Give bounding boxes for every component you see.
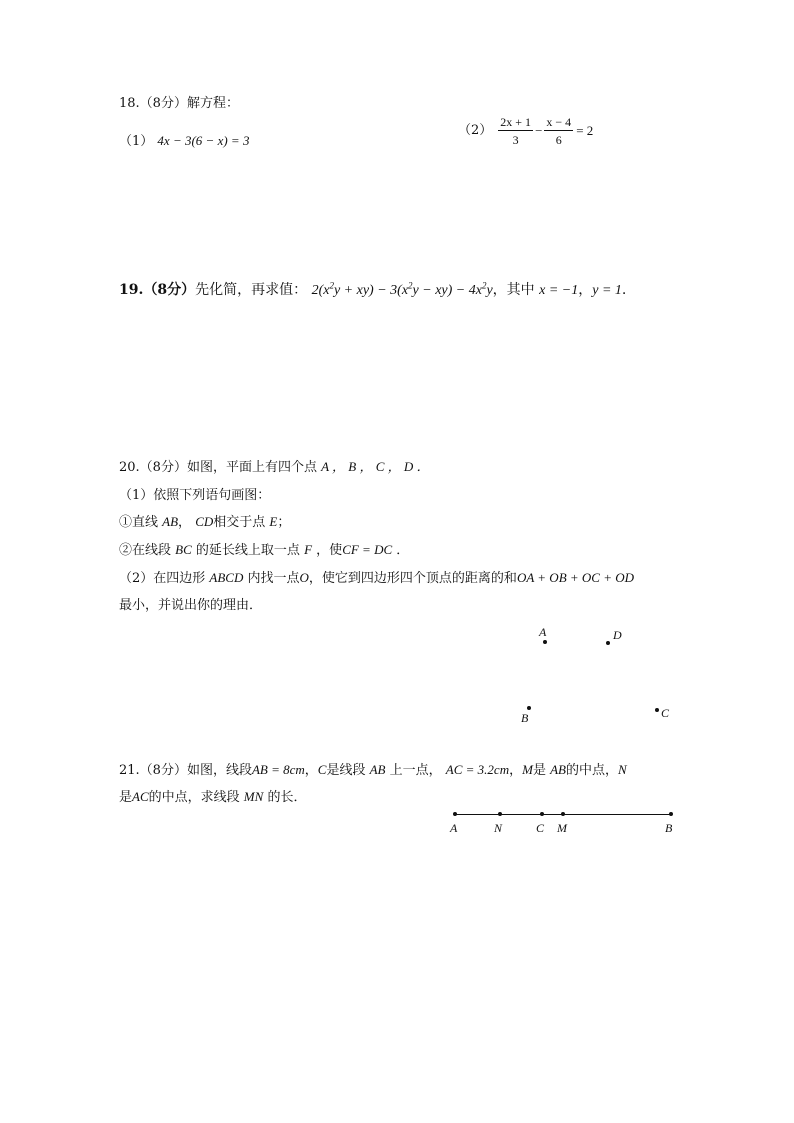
seg-point-b-label: B (665, 821, 673, 835)
q21-line2 (119, 789, 306, 806)
point-d-label: D (613, 628, 622, 642)
q18-part1-num: （1） (119, 134, 154, 149)
q20-item2-c: ，使 (316, 543, 343, 558)
seg-point-c-dot (540, 812, 544, 816)
q19-sup-1: 2 (329, 280, 334, 291)
point-d-dot (606, 641, 610, 645)
seg-point-c-label: C (536, 821, 545, 835)
q18-fraction-2 (544, 115, 573, 147)
q21-a: 21.（8分）如图，线段 (119, 763, 252, 778)
q20-item1-a: ①直线 (119, 515, 159, 530)
q18-part1-expr: 4x − 3(6 − x) = 3 (157, 133, 250, 148)
q21-e: ， (509, 763, 523, 778)
q19-sup-3: 2 (481, 280, 487, 291)
point-a-dot (543, 640, 547, 644)
q19-comma: ， (578, 282, 593, 298)
point-a-label: A (539, 625, 547, 639)
q19-end: . (621, 282, 627, 298)
q21-c: 是线段 (326, 763, 366, 778)
q18-minus: − (535, 123, 543, 138)
seg-point-a-label: A (450, 821, 458, 835)
q20-item1 (119, 514, 290, 531)
q21-ab-3: AB (550, 762, 566, 777)
q18-rhs: = 2 (576, 123, 594, 138)
q20-sub2-sum: OA + OB + OC + OD (516, 570, 635, 585)
q20-sub2-o: O (299, 570, 309, 585)
q20-item2-b: 的延长线上取一点 (195, 543, 300, 558)
q20-sub2-b: 内找一点 (247, 571, 300, 586)
q19-line (119, 281, 626, 300)
point-c-dot (655, 708, 659, 712)
q20-line1 (119, 459, 430, 476)
q18-fraction-2-denominator: 6 (555, 133, 562, 147)
q20-points: A ， B ， C ， D ． (321, 459, 430, 474)
q20-sub2-a: （2）在四边形 (119, 571, 206, 586)
q21-line2-c: 的长． (267, 790, 307, 805)
seg-point-n-label: N (494, 821, 503, 835)
q19-expression (311, 280, 493, 298)
q20-item1-c: 相交于点 (213, 515, 266, 530)
q20-item1-b: ， (178, 515, 192, 530)
q21-b: ， (304, 763, 318, 778)
q19-expr-b: y + xy) − 3(x (333, 283, 409, 298)
q20-item2 (119, 542, 409, 559)
q20-sub2-line2: 最小，并说出你的理由． (119, 598, 263, 613)
q20-item2-a: ②在线段 (119, 543, 172, 558)
q20-item2-f: F (304, 542, 313, 557)
q18-fraction-1-numerator: 2x + 1 (500, 115, 532, 129)
q18-fraction-1-denominator: 3 (512, 133, 519, 147)
q19-expr-a: 2(x (311, 283, 330, 298)
q19-y-value: y = 1 (592, 283, 622, 298)
q21-n: N (618, 762, 627, 777)
seg-point-m-label: M (557, 821, 567, 835)
q20-item1-d: ； (277, 515, 291, 530)
q19-sep: ，其中 (492, 282, 535, 298)
seg-point-b-dot (669, 812, 673, 816)
q20-sub1: （1）依照下列语句画图： (119, 488, 271, 503)
q20-item1-ab: AB (162, 514, 179, 529)
q20-sub2-abcd: ABCD (209, 570, 244, 585)
q20-item1-e: E (269, 514, 278, 529)
q18-header: 18.（8分）解方程： (119, 96, 239, 111)
q21-f: 是 (532, 763, 546, 778)
seg-point-n-dot (498, 812, 502, 816)
q19-x-value: x = −1 (539, 283, 579, 298)
q21-g: 的中点， (566, 763, 619, 778)
point-b-label: B (521, 711, 529, 725)
q19-text: 先化简，再求值： (195, 282, 308, 298)
q21-ac-length: AC = 3.2cm (445, 762, 510, 777)
q19-score: （8分） (143, 282, 196, 298)
q21-line1 (119, 762, 627, 779)
q21-line2-b: 的中点，求线段 (148, 790, 240, 805)
q18-part2 (458, 115, 593, 147)
q21-line2-mn: MN (243, 789, 264, 804)
q21-m: M (522, 762, 533, 777)
point-b-dot (527, 706, 531, 710)
q20-item2-d: ． (396, 543, 410, 558)
point-c-label: C (661, 706, 670, 720)
q18-fraction-1 (498, 115, 533, 147)
q21-ab-length: AB = 8cm (251, 762, 305, 777)
q19-sup-2: 2 (408, 280, 413, 291)
q20-header: 20.（8分）如图，平面上有四个点 (119, 460, 317, 475)
q18-part1 (119, 133, 249, 150)
q18-part2-num: （2） (458, 123, 493, 138)
q21-line2-a: 是 (119, 790, 133, 805)
q19-number: 19. (119, 282, 144, 298)
q20-item2-eq: CF = DC (342, 542, 393, 557)
q18-fraction-2-numerator: x − 4 (546, 115, 572, 129)
q21-ab-2: AB (369, 762, 386, 777)
q20-sub2-c: ，使它到四边形四个顶点的距离的和 (308, 571, 517, 586)
q20-item1-cd: CD (195, 514, 214, 529)
q20-item2-bc: BC (175, 542, 192, 557)
q19-expr-d: y (486, 283, 493, 298)
q21-c-point: C (317, 762, 327, 777)
seg-point-m-dot (561, 812, 565, 816)
q20-sub2 (119, 570, 634, 587)
q21-d: 上一点， (389, 763, 442, 778)
q21-line2-ac: AC (132, 789, 149, 804)
q19-expr-c: y − xy) − 4x (412, 283, 482, 298)
seg-point-a-dot (453, 812, 457, 816)
